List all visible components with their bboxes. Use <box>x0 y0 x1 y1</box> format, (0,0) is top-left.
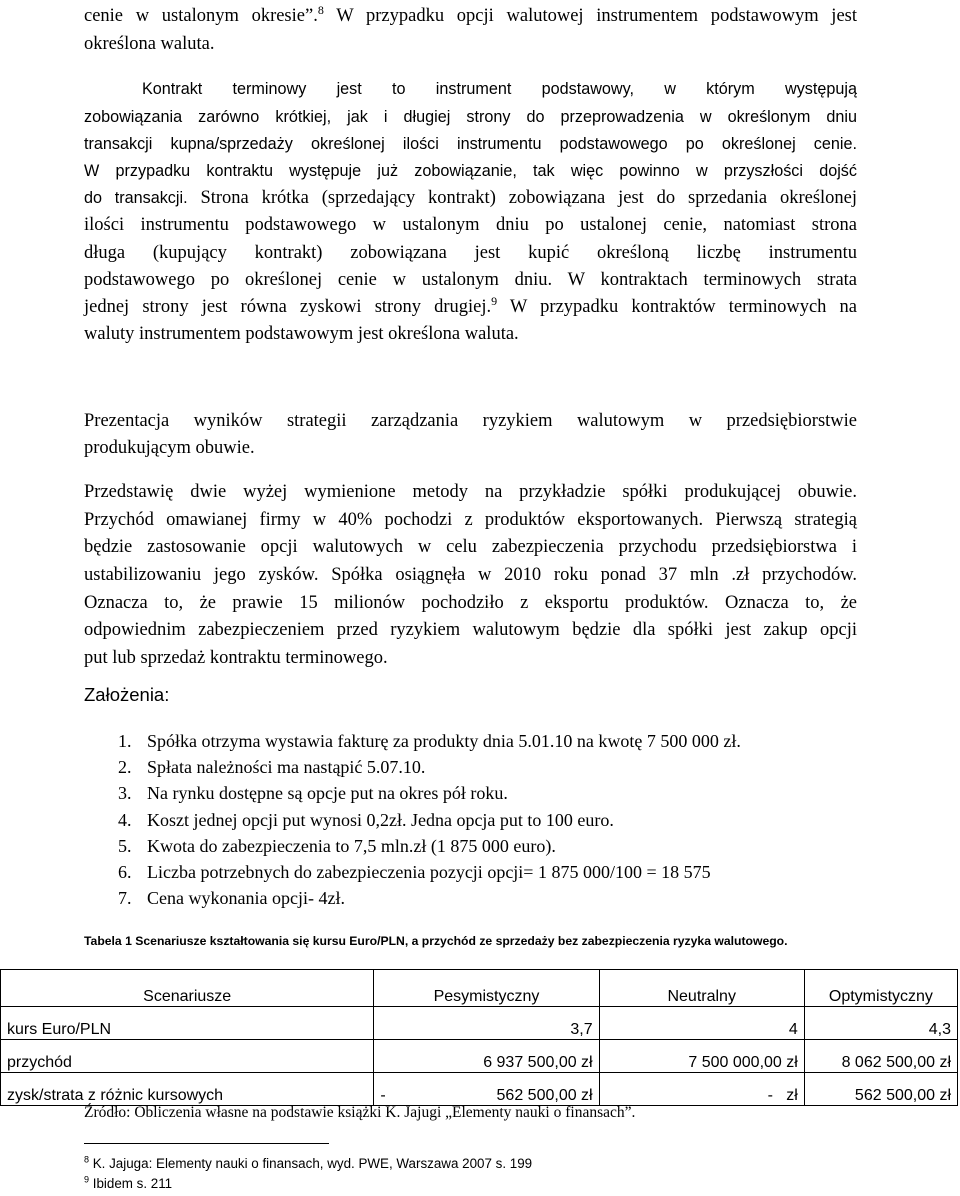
footnote-number: 8 <box>84 1154 90 1165</box>
table-header-cell: Pesymistyczny <box>374 970 599 1007</box>
footnote-ref-8[interactable]: 8 <box>317 2 324 17</box>
intro-text: cenie w ustalonym okresie”. <box>84 6 318 26</box>
table-cell: zysk/strata z różnic kursowych <box>1 1073 374 1106</box>
kontrakt-line-2: zobowiązania zarówno krótkiej, jak i długiej strony do przeprowadzenia w określonym dniu <box>84 108 857 126</box>
kontrakt-line-5 <box>84 187 857 209</box>
footnote-number: 9 <box>84 1174 90 1185</box>
kontrakt-segment-a: podstawowego po określonej cenie w ustalonym dniu. <box>84 270 553 290</box>
footnote-9 <box>84 1176 172 1191</box>
table-cell <box>599 1073 804 1106</box>
table-row <box>1 1007 958 1040</box>
assumptions-list <box>118 730 741 913</box>
para-line-4 <box>84 564 857 586</box>
list-number: 3. <box>118 783 132 804</box>
table-source: Źródło: Obliczenia własne na podstawie książki K. Jajugi „Elementy nauki o finansach”. <box>84 1104 636 1121</box>
table-header-cell: Scenariusze <box>1 970 374 1007</box>
cell-sign: - <box>767 1087 773 1104</box>
para-segment-e: Oznacza to, że prawie 15 milionów pochodziło z eksportu produktów. <box>84 593 709 613</box>
list-item <box>118 730 741 756</box>
para-line-6: odpowiednim zabezpieczeniem przed ryzykiem walutowym będzie dla spółki jest zakup opcji <box>84 620 857 640</box>
list-item <box>118 861 741 887</box>
table-cell: kurs Euro/PLN <box>1 1007 374 1040</box>
footnote-text: Ibidem s. 211 <box>89 1176 173 1191</box>
table-cell: 6 937 500,00 zł <box>374 1040 599 1073</box>
list-number: 2. <box>118 757 132 778</box>
list-item <box>118 887 741 913</box>
table-cell: przychód <box>1 1040 374 1073</box>
kontrakt-segment-d: W przypadku kontraktów terminowych na <box>497 297 858 317</box>
kontrakt-segment-sans: do transakcji. <box>84 189 188 207</box>
table-cell: 7 500 000,00 zł <box>599 1040 804 1073</box>
kontrakt-line-6: ilości instrumentu podstawowego w ustalonym dniu po ustalonej cenie, natomiast strona <box>84 215 857 235</box>
table-row <box>1 1073 958 1106</box>
para-segment-b: Pierwszą strategią <box>703 510 857 530</box>
kontrakt-segment-c: jednej strony jest równa zyskowi strony drugiej. <box>84 297 492 317</box>
intro-line-1 <box>84 2 857 27</box>
kontrakt-line-3: transakcji kupna/sprzedaży określonej ilości instrumentu podstawowego po określonej cenie. <box>84 135 857 153</box>
para-segment-d: Spółka osiągnęła w 2010 roku ponad 37 mln .zł przychodów. <box>318 565 857 585</box>
table-caption: Tabela 1 Scenariusze kształtowania się kursu Euro/PLN, a przychód ze sprzedaży bez zabezpieczenia ryzyka walutowego. <box>84 934 788 948</box>
cell-value: 562 500,00 zł <box>496 1087 593 1104</box>
list-text: Spłata należności ma nastąpić 5.07.10. <box>147 757 426 778</box>
list-item <box>118 782 741 808</box>
list-text: Kwota do zabezpieczenia to 7,5 mln.zł (1 875 000 euro). <box>147 835 556 856</box>
intro-line-2: określona waluta. <box>84 34 215 54</box>
section-heading-line-1: Prezentacja wyników strategii zarządzania ryzykiem walutowym w przedsiębiorstwie <box>84 411 857 431</box>
table-header-cell: Optymistyczny <box>804 970 957 1007</box>
para-segment-f: Oznacza to, że <box>708 593 857 613</box>
list-item <box>118 835 741 861</box>
kontrakt-segment-b: W kontraktach terminowych strata <box>552 270 858 290</box>
table-header-cell: Neutralny <box>599 970 804 1007</box>
para-line-5 <box>84 592 857 614</box>
kontrakt-line-4: W przypadku kontraktu występuje już zobowiązanie, tak więc powinno w przyszłości dojść <box>84 162 857 180</box>
footnote-8 <box>84 1156 532 1171</box>
kontrakt-line-7: długa (kupujący kontrakt) zobowiązana jest kupić określoną liczbę instrumentu <box>84 243 857 263</box>
cell-value: zł <box>786 1087 798 1104</box>
kontrakt-line-8 <box>84 269 857 291</box>
footnote-ref-9[interactable]: 9 <box>491 293 498 308</box>
para-segment-a: Przychód omawianej firmy w 40% pochodzi z produktów eksportowanych. <box>84 510 704 530</box>
kontrakt-line-1: Kontrakt terminowy jest to instrument podstawowy, w którym występują <box>142 80 857 98</box>
kontrakt-line-10: waluty instrumentem podstawowym jest określona waluta. <box>84 324 519 344</box>
list-text: Liczba potrzebnych do zabezpieczenia pozycji opcji= 1 875 000/100 = 18 575 <box>147 861 711 882</box>
table-cell: 4,3 <box>804 1007 957 1040</box>
list-text: Koszt jednej opcji put wynosi 0,2zł. Jedna opcja put to 100 euro. <box>147 809 614 830</box>
table-cell: 3,7 <box>374 1007 599 1040</box>
para-line-2 <box>84 509 857 531</box>
table-row <box>1 1040 958 1073</box>
intro-text-rest: W przypadku opcji walutowej instrumentem podstawowym jest <box>323 6 857 26</box>
table-cell: 8 062 500,00 zł <box>804 1040 957 1073</box>
assumptions-label: Założenia: <box>84 684 170 705</box>
kontrakt-line-9 <box>84 293 858 318</box>
table-cell: 4 <box>599 1007 804 1040</box>
table-cell: 562 500,00 zł <box>804 1073 957 1106</box>
list-number: 4. <box>118 809 132 830</box>
para-line-7: put lub sprzedaż kontraktu terminowego. <box>84 648 388 668</box>
list-item <box>118 756 741 782</box>
list-number: 7. <box>118 888 132 909</box>
list-number: 6. <box>118 861 132 882</box>
section-heading-line-2: produkującym obuwie. <box>84 438 255 458</box>
list-number: 5. <box>118 835 132 856</box>
table-header-row <box>1 970 958 1007</box>
footnote-separator <box>84 1143 329 1144</box>
list-text: Cena wykonania opcji- 4zł. <box>147 888 345 909</box>
list-text: Na rynku dostępne są opcje put na okres pół roku. <box>147 783 508 804</box>
footnote-text: K. Jajuga: Elementy nauki o finansach, wyd. PWE, Warszawa 2007 s. 199 <box>89 1156 533 1171</box>
list-number: 1. <box>118 731 132 751</box>
table-cell <box>374 1073 599 1106</box>
para-line-1: Przedstawię dwie wyżej wymienione metody na przykładzie spółki produkującej obuwie. <box>84 482 857 502</box>
para-segment-c: ustabilizowaniu jego zysków. <box>84 565 319 585</box>
kontrakt-segment-serif: Strona krótka (sprzedający kontrakt) zobowiązana jest do sprzedania określonej <box>187 188 858 208</box>
list-text: Spółka otrzyma wystawia fakturę za produkty dnia 5.01.10 na kwotę 7 500 000 zł. <box>147 731 741 751</box>
cell-sign: - <box>380 1087 386 1104</box>
scenarios-table <box>0 969 958 1106</box>
para-line-3: będzie zastosowanie opcji walutowych w celu zabezpieczenia przychodu przedsiębiorstwa i <box>84 537 857 557</box>
list-item <box>118 809 741 835</box>
